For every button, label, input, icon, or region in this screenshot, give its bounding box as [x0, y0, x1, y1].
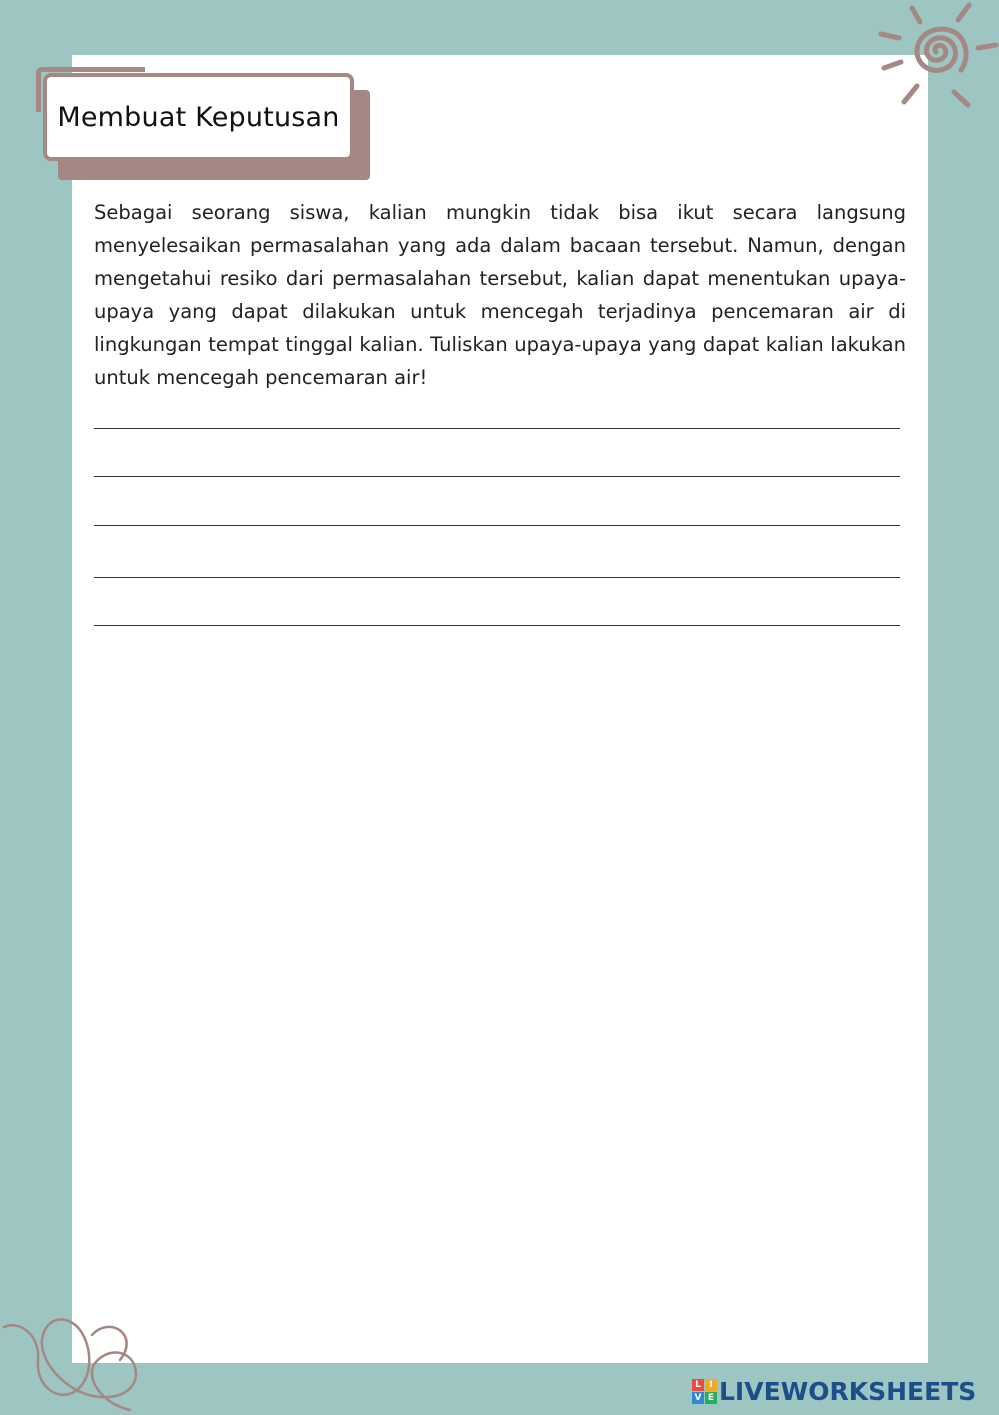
logo-mark-letter: L [692, 1379, 704, 1391]
title-card [43, 73, 354, 161]
logo-mark-icon [692, 1379, 717, 1404]
answer-line-1[interactable] [94, 428, 900, 429]
instruction-paragraph: Sebagai seorang siswa, kalian mungkin tidak bisa ikut secara langsung menyelesaikan permasalahan yang ada dalam bacaan tersebut. Namun, dengan mengetahui resiko dari permasalahan tersebut, kalian dapat menentukan upaya-upaya yang dapat dilakukan untuk mencegah terjadinya pencemaran air di lingkungan tempat tinggal kalian. Tuliskan upaya-upaya yang dapat kalian lakukan untuk mencegah pencemaran air! [94, 201, 906, 389]
answer-line-2[interactable] [94, 476, 900, 477]
logo-text: LIVEWORKSHEETS [719, 1376, 977, 1406]
liveworksheets-logo[interactable] [692, 1374, 976, 1408]
logo-mark-letter: V [692, 1392, 704, 1404]
swirl-decoration-icon [0, 1305, 150, 1415]
logo-mark-letter: I [705, 1379, 717, 1391]
answer-line-3[interactable] [94, 525, 900, 526]
answer-line-4[interactable] [94, 577, 900, 578]
answer-line-5[interactable] [94, 625, 900, 626]
sun-icon [874, 0, 999, 110]
logo-mark-letter: E [705, 1392, 717, 1404]
page-title: Membuat Keputusan [57, 101, 340, 133]
